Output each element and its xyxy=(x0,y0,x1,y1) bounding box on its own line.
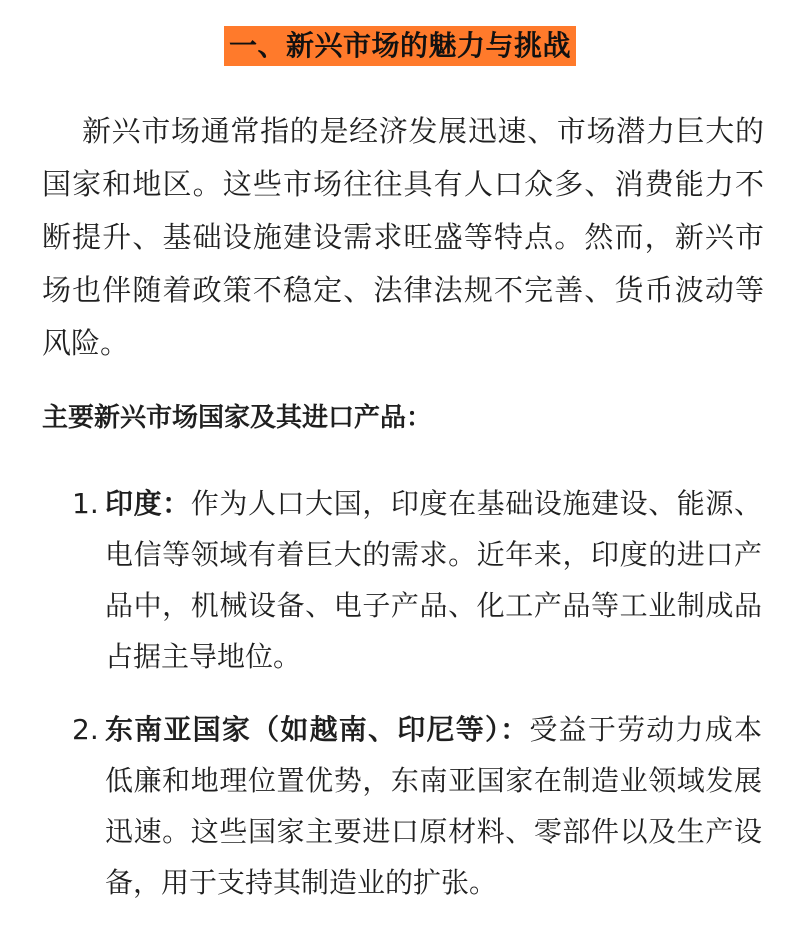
list-item-number: 1. xyxy=(72,487,99,520)
list-item-text: 受益于劳动力成本低廉和地理位置优势，东南亚国家在制造业领域发展迅速。这些国家主要进口原材料、零部件以及生产设备，用于支持其制造业的扩张。 xyxy=(105,713,762,899)
list-item-title: 印度： xyxy=(105,487,191,520)
list-item xyxy=(42,704,762,908)
country-list xyxy=(42,478,762,930)
section-heading-wrap xyxy=(0,26,800,66)
list-item-number: 2. xyxy=(72,713,99,746)
list-item-title: 东南亚国家（如越南、印尼等）： xyxy=(105,713,530,746)
intro-paragraph: 新兴市场通常指的是经济发展迅速、市场潜力巨大的国家和地区。这些市场往往具有人口众多、消费能力不断提升、基础设施建设需求旺盛等特点。然而，新兴市场也伴随着政策不稳定、法律法规不完善、货币波动等风险。 xyxy=(42,114,764,360)
subheading: 主要新兴市场国家及其进口产品： xyxy=(42,403,433,433)
section-heading: 一、新兴市场的魅力与挑战 xyxy=(224,26,576,66)
list-item-text: 作为人口大国，印度在基础设施建设、能源、电信等领域有着巨大的需求。近年来，印度的进口产品中，机械设备、电子产品、化工产品等工业制成品占据主导地位。 xyxy=(105,487,762,673)
list-item xyxy=(42,478,762,682)
